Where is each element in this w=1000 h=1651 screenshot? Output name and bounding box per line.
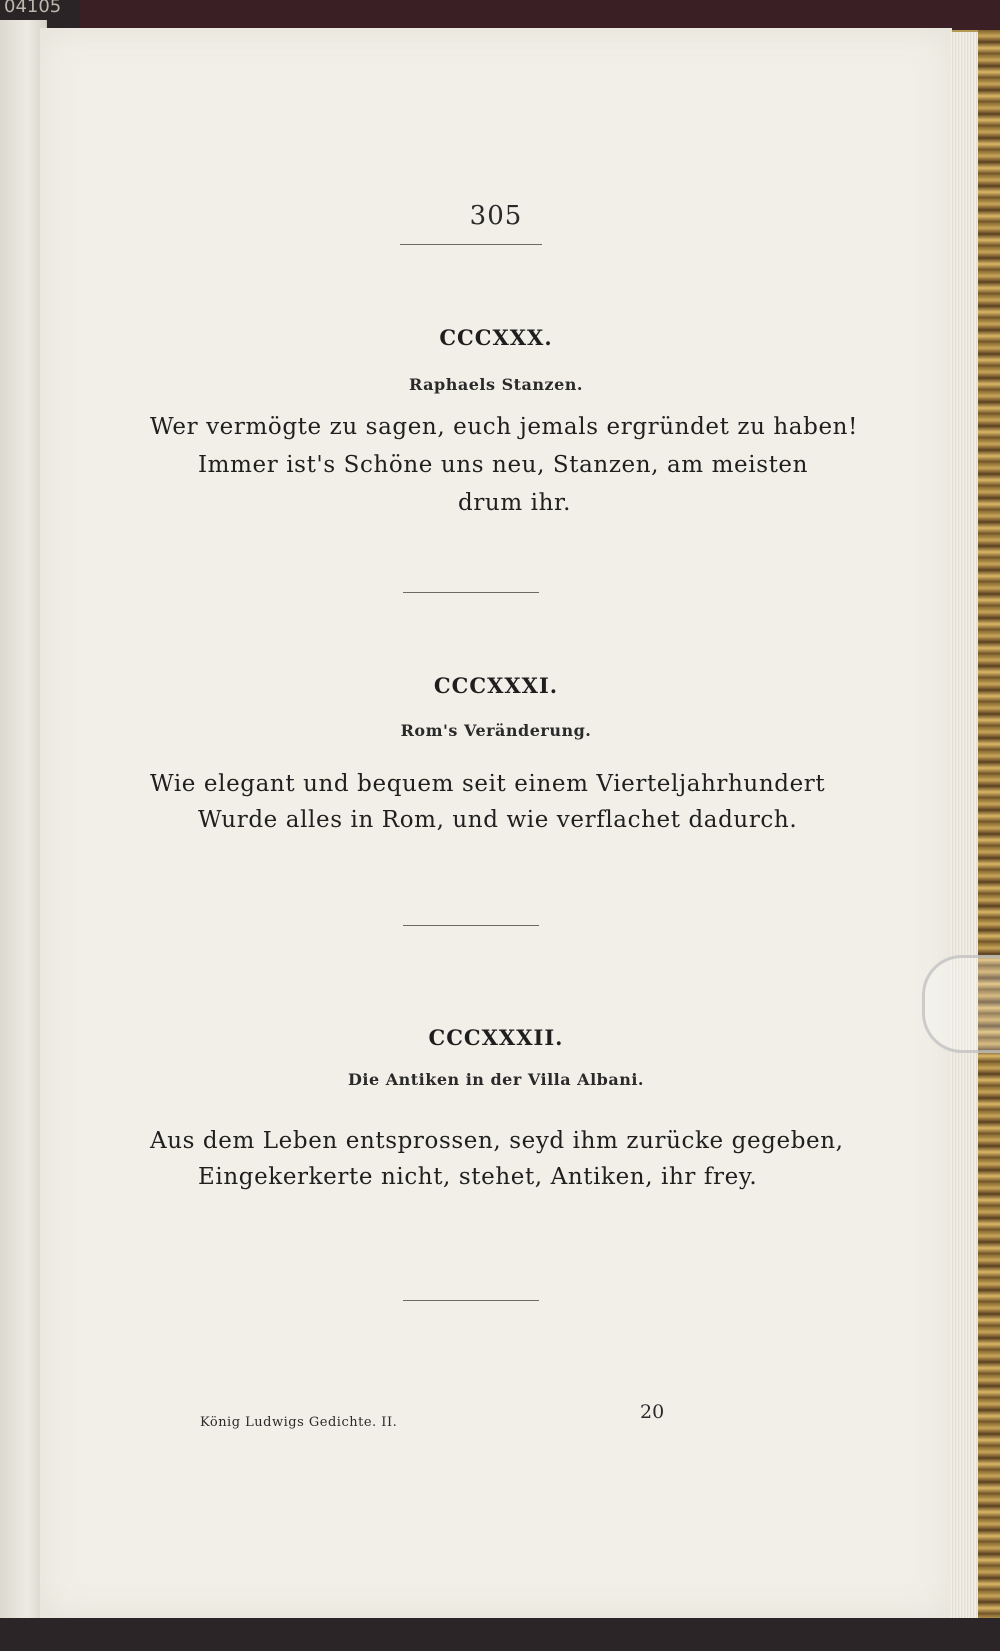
divider-rule (403, 1300, 539, 1301)
poem-title: Raphaels Stanzen. (409, 375, 583, 394)
gilt-cover-edge (978, 30, 1000, 1630)
page-number: 305 (469, 201, 523, 231)
poem-line: Immer ist's Schöne uns neu, Stanzen, am meisten (198, 452, 809, 478)
poem-line: Wer vermögte zu sagen, euch jemals ergründet zu haben! (150, 414, 858, 440)
poem-title: Die Antiken in der Villa Albani. (348, 1070, 644, 1089)
page-stack-edge (950, 32, 978, 1620)
poem-line: Wie elegant und bequem seit einem Vierteljahrhundert (150, 771, 826, 797)
poem-line: Eingekerkerte nicht, stehet, Antiken, ihr frey. (198, 1164, 758, 1190)
divider-rule (400, 244, 542, 245)
poem-line: drum ihr. (458, 490, 571, 516)
poem-number: CCCXXX. (439, 325, 553, 350)
poem-title: Rom's Veränderung. (400, 721, 592, 740)
poem-line: Wurde alles in Rom, und wie verflachet dadurch. (198, 807, 798, 833)
divider-rule (403, 925, 539, 926)
poem-line: Aus dem Leben entsprossen, seyd ihm zurücke gegeben, (150, 1128, 844, 1154)
library-stamp: 04105 (4, 0, 62, 17)
sheet-number: 20 (640, 1401, 665, 1423)
poem-number: CCCXXXI. (433, 673, 559, 698)
book-cover-bottom (0, 1618, 1000, 1651)
poem-number: CCCXXXII. (428, 1025, 564, 1050)
footer-signature: König Ludwigs Gedichte. II. (200, 1415, 398, 1430)
divider-rule (403, 592, 539, 593)
